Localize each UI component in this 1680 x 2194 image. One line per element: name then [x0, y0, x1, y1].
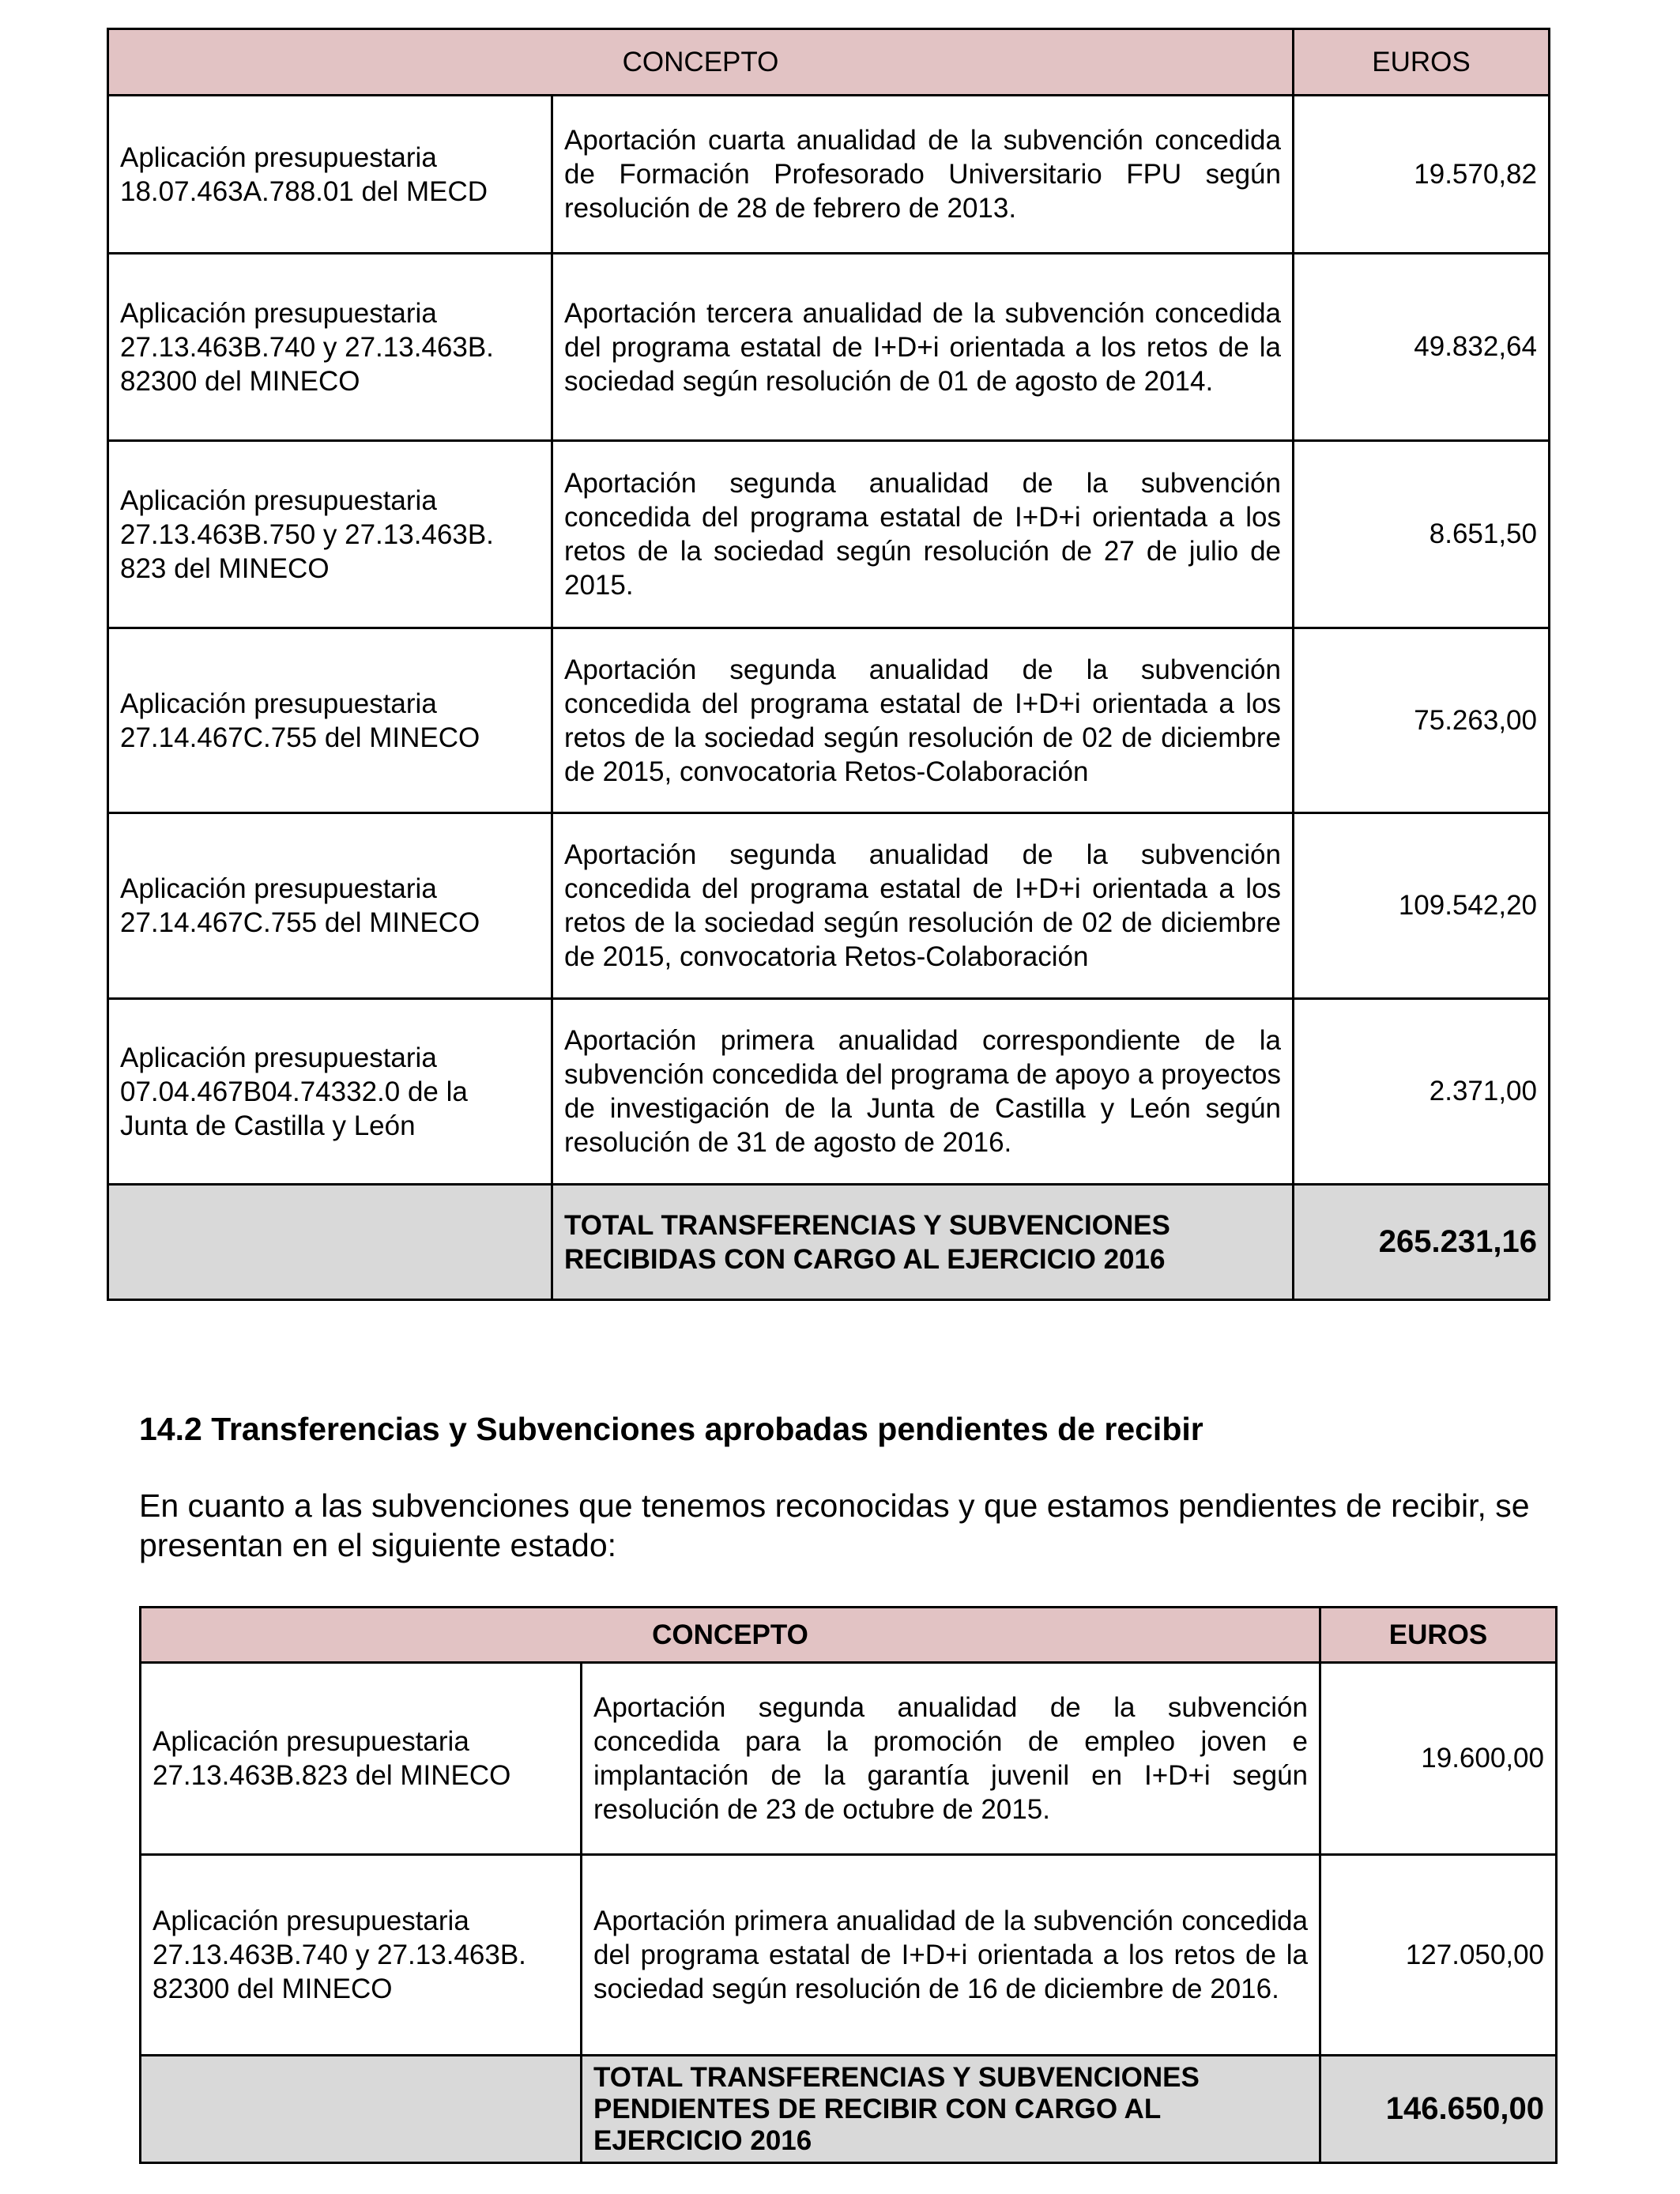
concept-line: 27.13.463B.823 del MINECO	[153, 1760, 511, 1791]
concept-line: 82300 del MINECO	[120, 365, 360, 397]
received-subsidies-table	[107, 28, 1550, 1301]
table-header-row	[141, 1608, 1557, 1663]
section-heading: 14.2 Transferencias y Subvenciones aprobadas pendientes de recibir	[139, 1411, 1203, 1447]
total-row	[108, 1185, 1550, 1300]
concept-line: Junta de Castilla y León	[120, 1110, 416, 1141]
description-cell: Aportación segunda anualidad de la subvención concedida para la promoción de empleo joven e implantación de la garantía juvenil en I+D+i según resolución de 23 de octubre de 2015.	[582, 1663, 1320, 1855]
concepto-header: CONCEPTO	[108, 29, 1294, 96]
total-empty-cell	[141, 2056, 582, 2163]
table-row	[108, 96, 1550, 254]
concept-line: 823 del MINECO	[120, 552, 330, 584]
concept-line: 18.07.463A.788.01 del MECD	[120, 175, 488, 207]
concept-line: 27.13.463B.740 y 27.13.463B.	[120, 331, 494, 363]
total-label-line: PENDIENTES DE RECIBIR CON CARGO AL	[593, 2093, 1162, 2124]
total-amount-cell: 146.650,00	[1320, 2056, 1557, 2163]
amount-cell: 127.050,00	[1320, 1855, 1557, 2056]
concept-cell	[108, 96, 552, 254]
table-row	[141, 1855, 1557, 2056]
concept-cell	[141, 1663, 582, 1855]
amount-cell: 2.371,00	[1294, 999, 1550, 1185]
total-label-line: RECIBIDAS CON CARGO AL EJERCICIO 2016	[564, 1243, 1166, 1275]
amount-cell: 49.832,64	[1294, 254, 1550, 441]
concept-line: Aplicación presupuestaria	[120, 873, 437, 904]
table-header-row	[108, 29, 1550, 96]
concept-line: Aplicación presupuestaria	[120, 484, 437, 516]
concept-line: 27.14.467C.755 del MINECO	[120, 907, 480, 938]
description-cell: Aportación segunda anualidad de la subvención concedida del programa estatal de I+D+i orientada a los retos de la sociedad según resolución de 02 de diciembre de 2015, convocatoria Retos-Colaboración	[552, 813, 1294, 999]
concept-line: Aplicación presupuestaria	[153, 1906, 469, 1936]
concept-cell	[108, 254, 552, 441]
amount-cell: 19.600,00	[1320, 1663, 1557, 1855]
concept-line: Aplicación presupuestaria	[153, 1726, 469, 1757]
euros-header: EUROS	[1320, 1608, 1557, 1663]
description-cell: Aportación primera anualidad correspondiente de la subvención concedida del programa de apoyo a proyectos de investigación de la Junta de Castilla y León según resolución de 31 de agosto de 2016.	[552, 999, 1294, 1185]
concepto-header: CONCEPTO	[141, 1608, 1320, 1663]
description-cell: Aportación cuarta anualidad de la subvención concedida de Formación Profesorado Universitario FPU según resolución de 28 de febrero de 2013.	[552, 96, 1294, 254]
concept-cell	[141, 1855, 582, 2056]
concept-line: Aplicación presupuestaria	[120, 141, 437, 173]
description-cell: Aportación tercera anualidad de la subvención concedida del programa estatal de I+D+i orientada a los retos de la sociedad según resolución de 01 de agosto de 2014.	[552, 254, 1294, 441]
amount-cell: 19.570,82	[1294, 96, 1550, 254]
euros-header: EUROS	[1294, 29, 1550, 96]
description-cell: Aportación segunda anualidad de la subvención concedida del programa estatal de I+D+i orientada a los retos de la sociedad según resolución de 02 de diciembre de 2015, convocatoria Retos-Colaboración	[552, 628, 1294, 813]
table-row	[108, 628, 1550, 813]
amount-cell: 8.651,50	[1294, 441, 1550, 628]
concept-line: 27.13.463B.750 y 27.13.463B.	[120, 518, 494, 550]
concept-cell	[108, 441, 552, 628]
description-cell: Aportación primera anualidad de la subvención concedida del programa estatal de I+D+i orientada a los retos de la sociedad según resolución de 16 de diciembre de 2016.	[582, 1855, 1320, 2056]
pending-subsidies-table	[139, 1606, 1558, 2164]
total-label-line: TOTAL TRANSFERENCIAS Y SUBVENCIONES	[564, 1209, 1170, 1241]
concept-line: 82300 del MINECO	[153, 1973, 393, 2004]
table-row	[141, 1663, 1557, 1855]
table-row	[108, 254, 1550, 441]
total-label-cell	[582, 2056, 1320, 2163]
concept-line: Aplicación presupuestaria	[120, 1042, 437, 1073]
concept-cell	[108, 999, 552, 1185]
amount-cell: 75.263,00	[1294, 628, 1550, 813]
description-cell: Aportación segunda anualidad de la subvención concedida del programa estatal de I+D+i orientada a los retos de la sociedad según resolución de 27 de julio de 2015.	[552, 441, 1294, 628]
concept-line: Aplicación presupuestaria	[120, 297, 437, 329]
table-row	[108, 441, 1550, 628]
table-row	[108, 813, 1550, 999]
concept-line: Aplicación presupuestaria	[120, 688, 437, 719]
total-amount-cell: 265.231,16	[1294, 1185, 1550, 1300]
section-paragraph: En cuanto a las subvenciones que tenemos reconocidas y que estamos pendientes de recibir, se presentan en el siguiente estado:	[139, 1487, 1530, 1563]
total-label-line: TOTAL TRANSFERENCIAS Y SUBVENCIONES	[593, 2061, 1200, 2093]
concept-line: 07.04.467B04.74332.0 de la	[120, 1076, 468, 1107]
concept-cell	[108, 813, 552, 999]
total-row	[141, 2056, 1557, 2163]
total-label-cell	[552, 1185, 1294, 1300]
concept-line: 27.14.467C.755 del MINECO	[120, 722, 480, 753]
total-label-line: EJERCICIO 2016	[593, 2124, 812, 2156]
total-empty-cell	[108, 1185, 552, 1300]
concept-line: 27.13.463B.740 y 27.13.463B.	[153, 1940, 526, 1970]
amount-cell: 109.542,20	[1294, 813, 1550, 999]
concept-cell	[108, 628, 552, 813]
table-row	[108, 999, 1550, 1185]
